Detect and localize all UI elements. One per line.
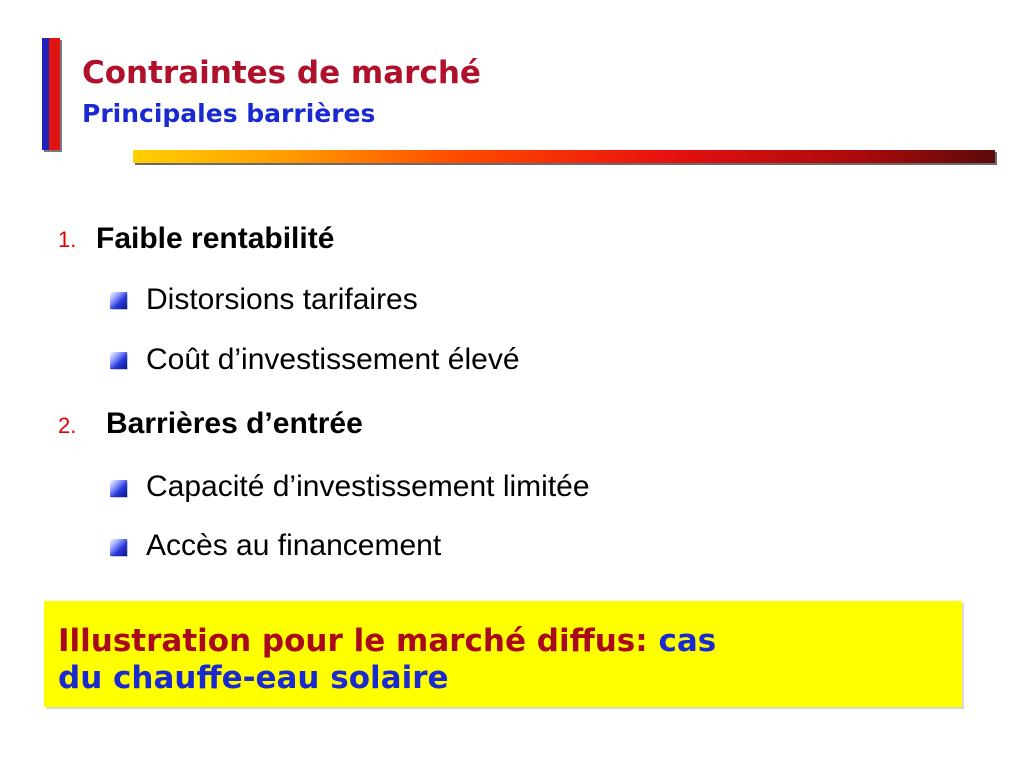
item-1-subitem-1: Distorsions tarifaires [146, 283, 418, 316]
callout-text-blue-1: cas [658, 623, 717, 659]
bullet-icon [110, 352, 127, 369]
slide-subtitle: Principales barrières [82, 99, 376, 128]
item-1-number: 1. [58, 227, 77, 252]
bullet-icon [110, 292, 127, 309]
item-2-subitem-1: Capacité d’investissement limitée [146, 470, 590, 503]
bullet-icon [110, 539, 127, 556]
item-1-subitem-2: Coût d’investissement élevé [146, 343, 520, 376]
item-2-heading: Barrières d’entrée [106, 407, 363, 440]
item-2-number: 2. [58, 413, 77, 438]
callout-text-blue-2: du chauffe-eau solaire [58, 660, 449, 696]
callout-text-red: Illustration pour le marché diffus: [58, 623, 659, 659]
item-2-subitem-2: Accès au financement [146, 529, 442, 562]
bullet-icon [110, 480, 127, 497]
slide-title: Contraintes de marché [82, 55, 481, 91]
item-1-heading: Faible rentabilité [96, 222, 335, 255]
callout-box [44, 601, 962, 707]
